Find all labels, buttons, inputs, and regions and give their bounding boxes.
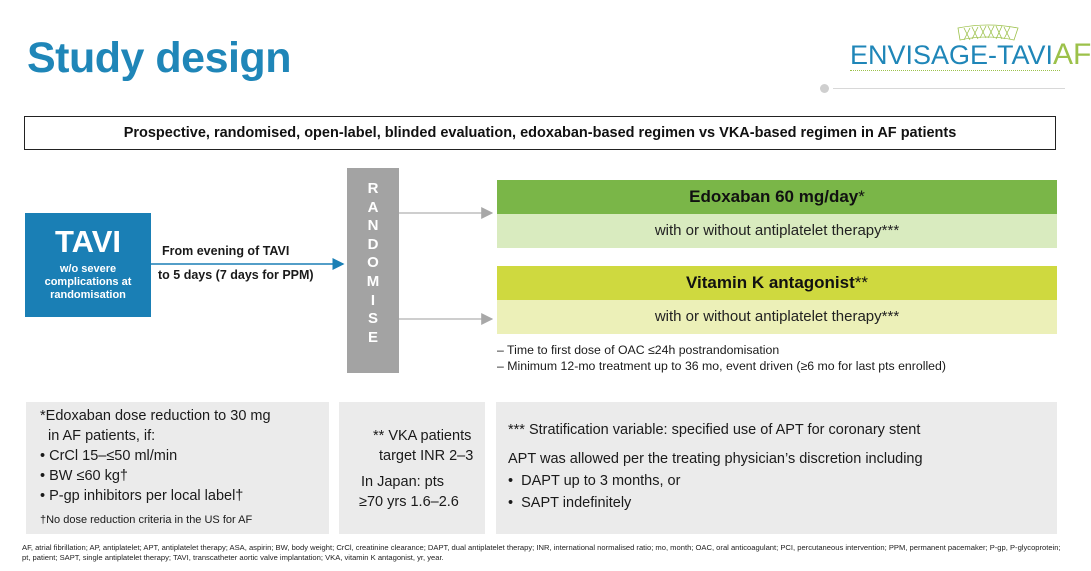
randomise-letter: S: [367, 310, 378, 328]
box1-list-item: • CrCl 15–≤50 ml/min: [40, 448, 178, 464]
box3-list-text: SAPT indefinitely: [521, 495, 632, 511]
tavi-subtitle-line: complications at: [44, 276, 132, 288]
logo-text-main: ENVISAGE-TAVI: [850, 40, 1054, 70]
vka-arm-subtitle: with or without antiplatelet therapy***: [497, 300, 1057, 334]
box3-list-item: • DAPT up to 3 months, or: [508, 473, 681, 489]
randomise-letter: M: [366, 272, 380, 290]
box3-line: APT was allowed per the treating physician’s discretion including: [508, 451, 923, 467]
study-summary-banner: Prospective, randomised, open-label, blinded evaluation, edoxaban-based regimen vs VKA-based regimen in AF patients: [24, 116, 1056, 150]
tavi-subtitle-line: randomisation: [50, 289, 126, 301]
edoxaban-arm-title: Edoxaban 60 mg/day: [689, 187, 859, 206]
box2-line: target INR 2–3: [379, 448, 474, 464]
vka-arm-header: [497, 266, 1057, 300]
box3-list-text: DAPT up to 3 months, or: [521, 473, 681, 489]
note-item: – Minimum 12-mo treatment up to 36 mo, event driven (≥6 mo for last pts enrolled): [497, 359, 946, 373]
randomise-letter: N: [367, 217, 379, 235]
vka-footnote-mark: **: [854, 273, 868, 292]
box1-list-text: BW ≤60 kg†: [49, 468, 128, 484]
randomise-letter: E: [367, 328, 378, 346]
edoxaban-arm-subtitle: with or without antiplatelet therapy***: [497, 214, 1057, 248]
randomise-label: [347, 180, 399, 347]
tavi-subtitle-line: w/o severe: [59, 263, 117, 275]
arrow-label-line2: to 5 days (7 days for PPM): [158, 268, 314, 282]
randomise-letter: I: [370, 291, 376, 309]
apt-stratification-box: [496, 402, 1057, 534]
arrow-label-line1: From evening of TAVI: [162, 244, 290, 258]
edoxaban-arm-header: [497, 180, 1057, 214]
abbreviations-footnote: AF, atrial fibrillation; AP, antiplatelet; APT, antiplatelet therapy; ASA, aspirin; BW, body weight; CrCl, creatinine clearance; DAPT, dual antiplatelet therapy; INR, international normalised ratio; mo, month; OAC, oral anticoagulant; PCI, percutaneous intervention; PPM, permanent pacemaker; P-gp, P-glycoprotein; pt, patient; SAPT, single antiplatelet therapy; TAVI, transcatheter aortic valve implantation; VKA, vitamin K antagonist, yr, year.: [22, 543, 1061, 562]
box1-line: *Edoxaban dose reduction to 30 mg: [40, 408, 271, 424]
box1-line: in AF patients, if:: [48, 428, 156, 444]
box1-list-text: P-gp inhibitors per local label†: [49, 488, 244, 504]
randomise-letter: O: [367, 254, 379, 272]
edoxaban-footnote-mark: *: [858, 187, 865, 206]
box2-line: In Japan: pts: [361, 474, 445, 490]
box2-line: ≥70 yrs 1.6–2.6: [359, 494, 459, 510]
page-title: Study design: [27, 34, 291, 82]
box1-list-item: • BW ≤60 kg†: [40, 468, 128, 484]
randomise-letter: R: [367, 180, 379, 197]
edoxaban-dose-box: [26, 402, 329, 534]
vka-target-box: [339, 402, 485, 534]
box2-line: ** VKA patients: [373, 428, 472, 444]
randomise-letter: A: [367, 198, 379, 216]
box1-list-text: CrCl 15–≤50 ml/min: [49, 448, 178, 464]
box3-list-item: • SAPT indefinitely: [508, 495, 632, 511]
tavi-title: TAVI: [54, 224, 121, 259]
vka-arm-title: Vitamin K antagonist: [686, 273, 855, 292]
box1-footnote: †No dose reduction criteria in the US for AF: [40, 514, 253, 526]
note-item: – Time to first dose of OAC ≤24h postrandomisation: [497, 343, 780, 357]
box1-list-item: • P-gp inhibitors per local label†: [40, 488, 244, 504]
box3-line: *** Stratification variable: specified use of APT for coronary stent: [508, 422, 921, 438]
randomise-letter: D: [367, 235, 379, 253]
logo-text-suffix: AF: [1053, 38, 1091, 71]
